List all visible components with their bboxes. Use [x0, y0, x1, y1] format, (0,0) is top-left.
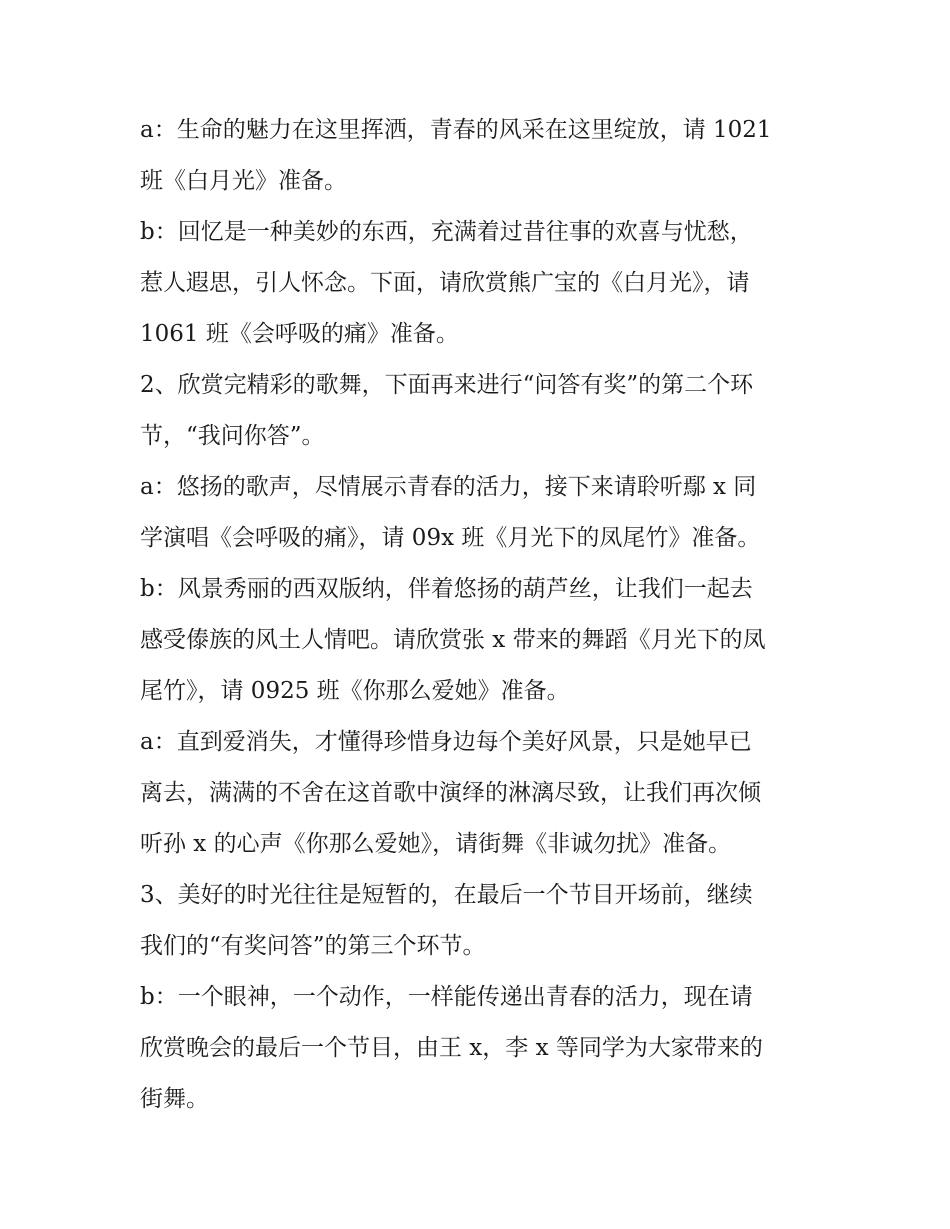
text-line: 离去，满满的不舍在这首歌中演绎的淋漓尽致，让我们再次倾: [140, 780, 761, 806]
text-line: b：风景秀丽的西双版纳，伴着悠扬的葫芦丝，让我们一起去: [140, 576, 753, 602]
text-line: a：生命的魅力在这里挥洒，青春的风采在这里绽放，请 1021: [140, 117, 772, 143]
text-line: a：直到爱消失，才懂得珍惜身边每个美好风景，只是她早已: [140, 729, 752, 755]
text-line: 班《白月光》准备。: [140, 168, 347, 194]
text-line: 惹人遐思，引人怀念。下面，请欣赏熊广宝的《白月光》，请: [140, 270, 750, 296]
text-line: 1061 班《会呼吸的痛》准备。: [140, 321, 459, 347]
text-line: b：回忆是一种美妙的东西，充满着过昔往事的欢喜与忧愁，: [140, 219, 753, 245]
text-line: 尾竹》，请 0925 班《你那么爱她》准备。: [140, 678, 570, 704]
text-line: 3、美好的时光往往是短暂的，在最后一个节目开场前，继续: [140, 882, 753, 908]
text-line: 欣赏晚会的最后一个节目，由王 x，李 x 等同学为大家带来的: [140, 1035, 763, 1061]
text-line: a：悠扬的歌声，尽情展示青春的活力，接下来请聆听鄢 x 同: [140, 474, 757, 500]
text-line: 街舞。: [140, 1086, 209, 1112]
text-line: 节，“我问你答”。: [140, 423, 325, 449]
text-line: b：一个眼神，一个动作，一样能传递出青春的活力，现在请: [140, 984, 753, 1010]
text-line: 听孙 x 的心声《你那么爱她》，请街舞《非诚勿扰》准备。: [140, 831, 732, 857]
document-body: [140, 105, 820, 1125]
text-line: 2、欣赏完精彩的歌舞，下面再来进行“问答有奖”的第二个环: [140, 372, 754, 398]
text-line: 学演唱《会呼吸的痛》，请 09x 班《月光下的凤尾竹》准备。: [140, 525, 761, 551]
text-line: 我们的“有奖问答”的第三个环节。: [140, 933, 486, 959]
text-line: 感受傣族的风土人情吧。请欣赏张 x 带来的舞蹈《月光下的凤: [140, 627, 766, 653]
